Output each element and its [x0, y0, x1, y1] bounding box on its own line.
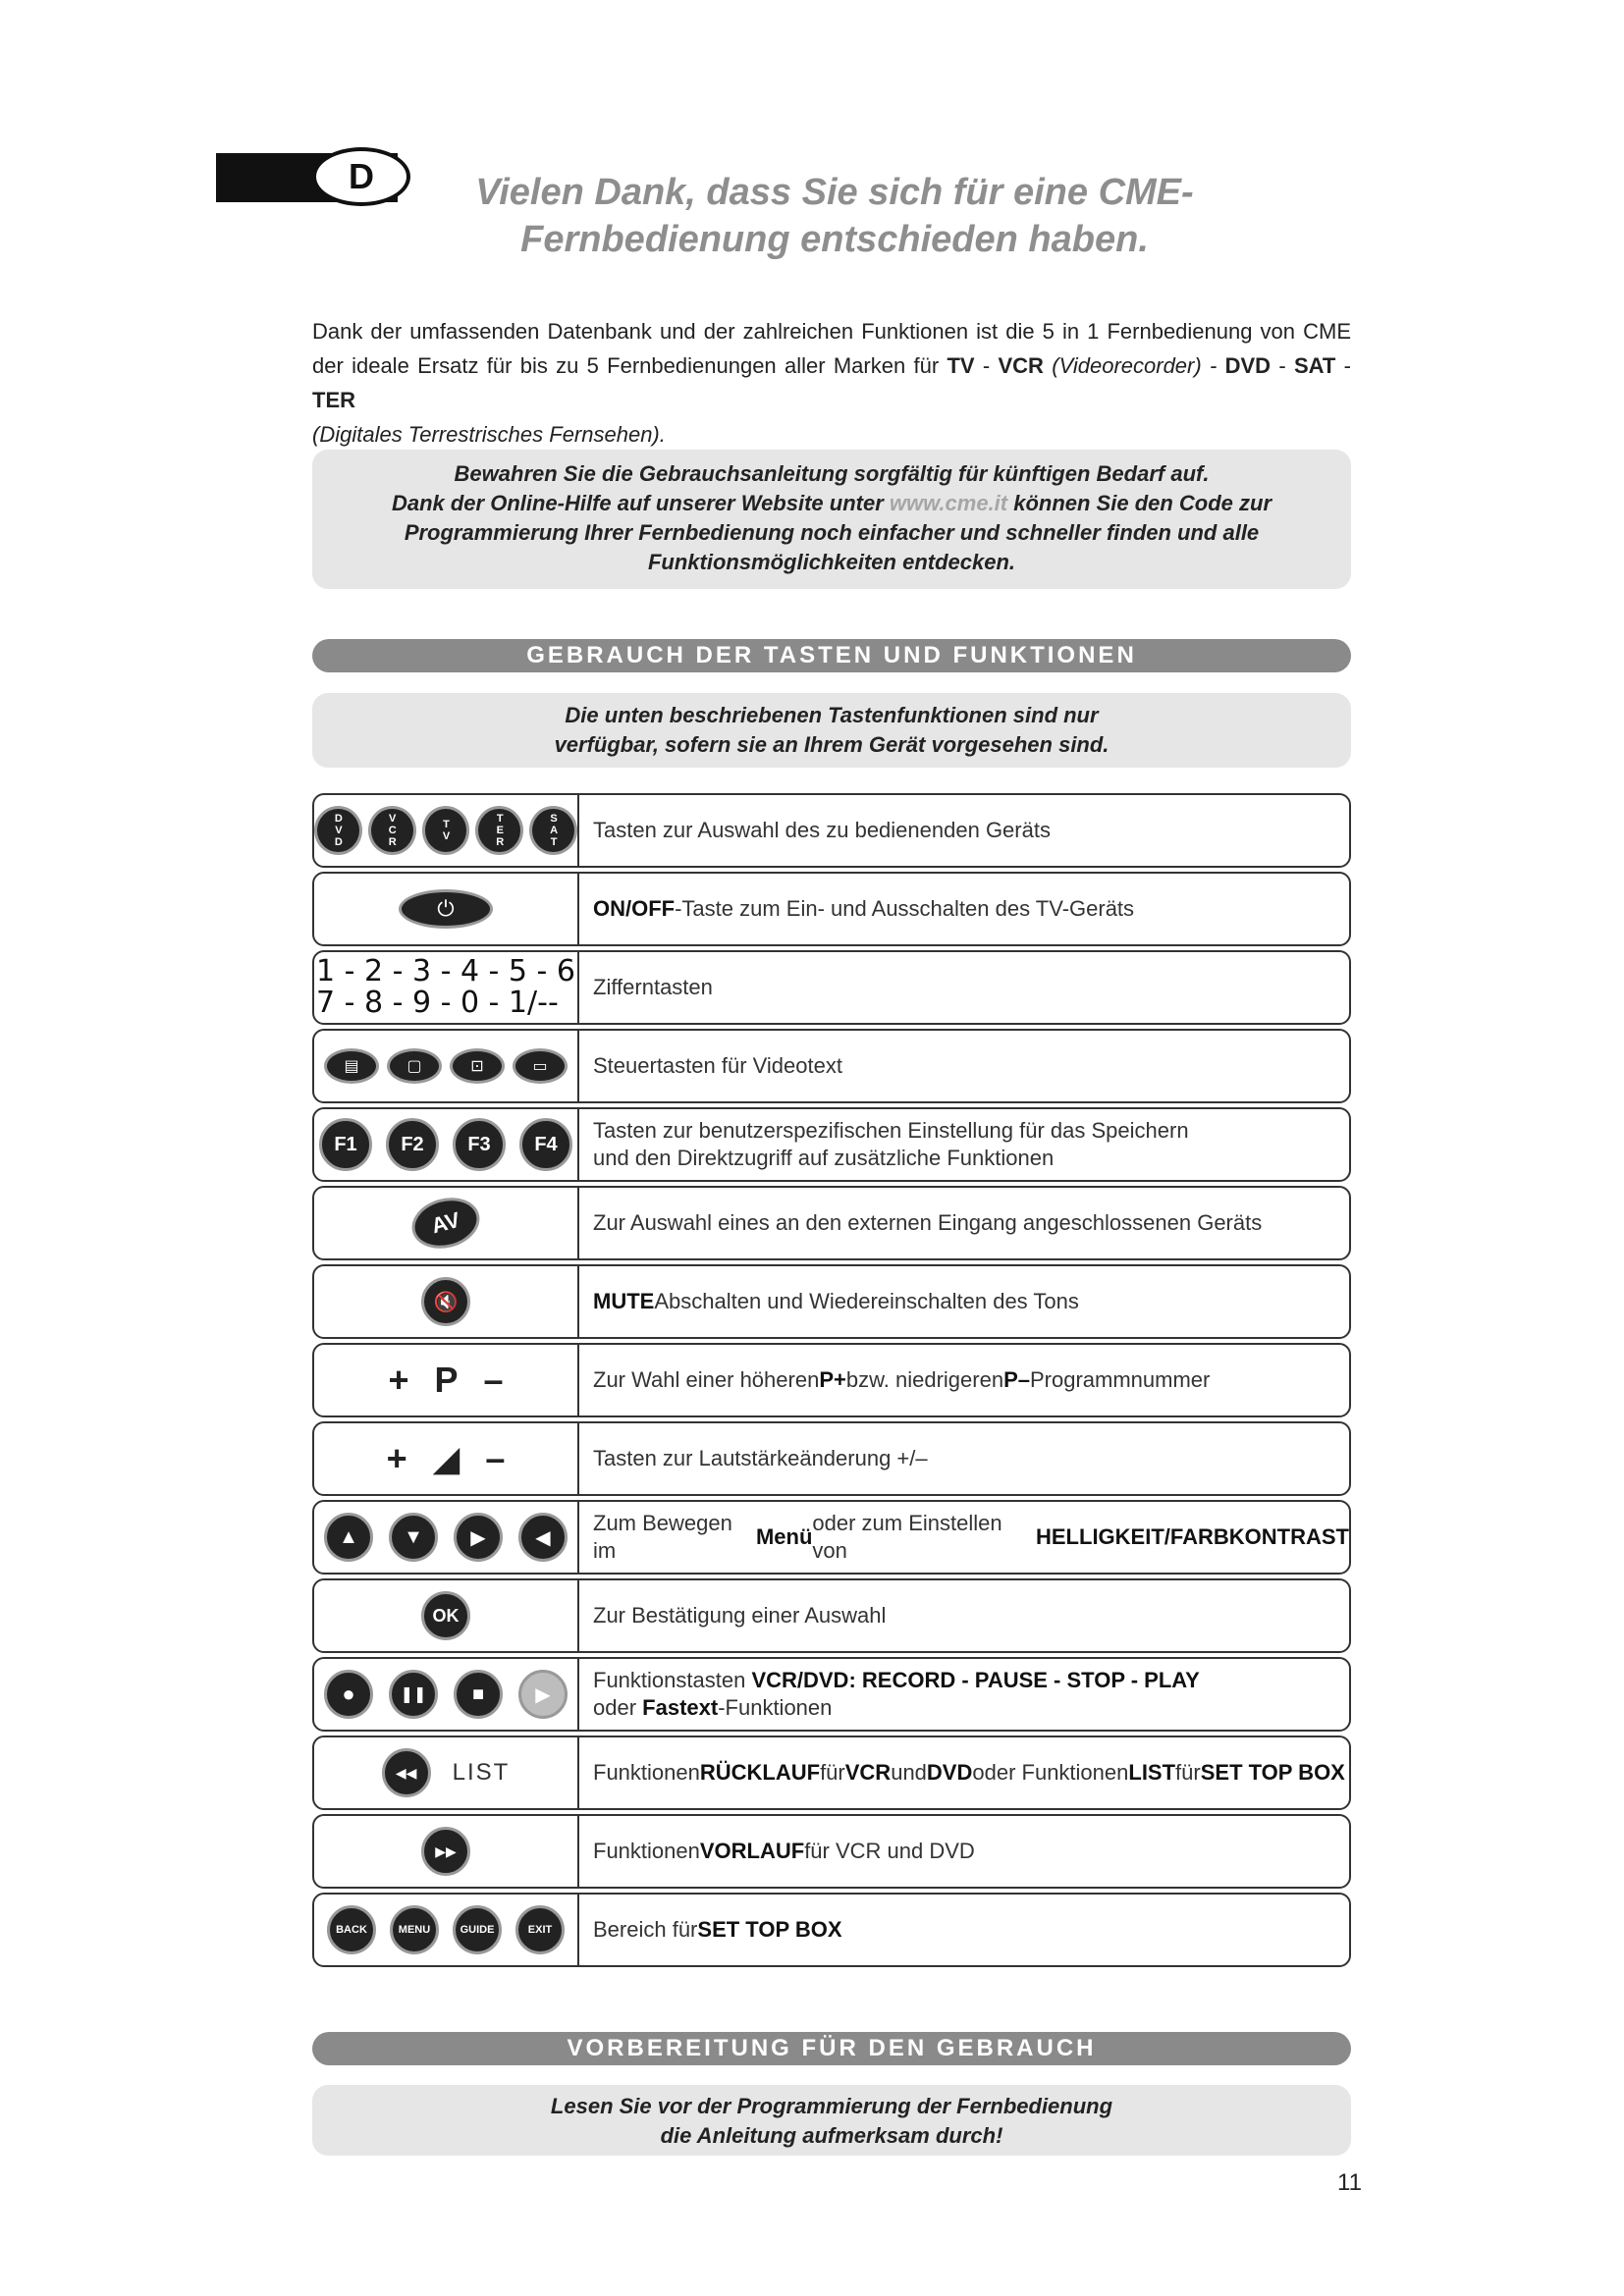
tv-button-icon: TV [422, 806, 470, 855]
row-description: Zur Auswahl eines an den externen Eingang angeschlossenen Geräts [593, 1210, 1263, 1235]
table-row [312, 872, 1351, 946]
table-row [312, 1735, 1351, 1810]
program-up-down-icon: + P – [388, 1360, 504, 1400]
page-title: Vielen Dank, dass Sie sich für eine CME- Fernbedienung entschieden haben. [475, 172, 1194, 260]
row-description: Funktionen VORLAUF für VCR und DVD [593, 1839, 975, 1863]
table-row [312, 1107, 1351, 1182]
row-description: Tasten zur Auswahl des zu bedienenden Geräts [593, 818, 1051, 842]
row-description: Bereich für SET TOP BOX [593, 1917, 842, 1942]
table-row [312, 1343, 1351, 1417]
language-badge: D [312, 147, 410, 206]
teletext-subtitle-icon: ▭ [513, 1048, 568, 1084]
ter-button-icon: TER [475, 806, 523, 855]
info-note-manual: Bewahren Sie die Gebrauchsanleitung sorgfältig für künftigen Bedarf auf. Dank der Online-Hilfe auf unserer Website unter www.cme.it können Sie den Code zur Programmierung Ihrer Fernbedienung noch einfacher und schneller finden und alle Funktionsmöglichkeiten entdecken. [312, 450, 1351, 589]
table-row [312, 1421, 1351, 1496]
dvd-button-icon: DVD [314, 806, 362, 855]
pause-icon: ❚❚ [389, 1670, 438, 1719]
table-row [312, 1264, 1351, 1339]
table-row [312, 950, 1351, 1025]
arrow-down-icon: ▼ [389, 1513, 438, 1562]
table-row [312, 1578, 1351, 1653]
vcr-button-icon: VCR [368, 806, 416, 855]
mute-icon: 🔇 [421, 1277, 470, 1326]
row-description: Funktionstasten VCR/DVD: RECORD - PAUSE - STOP - PLAY oder Fastext-Funktionen [593, 1668, 1200, 1720]
rewind-icon: ◀◀ [382, 1748, 431, 1797]
table-row [312, 793, 1351, 868]
teletext-mix-icon: ▢ [387, 1048, 442, 1084]
record-icon: ● [324, 1670, 373, 1719]
row-description: Tasten zur Lautstärkeänderung +/– [593, 1446, 928, 1470]
f4-icon: F4 [519, 1118, 572, 1171]
teletext-hold-icon: ⊡ [450, 1048, 505, 1084]
play-icon: ▶ [518, 1670, 568, 1719]
list-label: LIST [452, 1759, 511, 1786]
av-icon: AV [406, 1191, 486, 1255]
table-row [312, 1657, 1351, 1732]
info-note-availability: Die unten beschriebenen Tastenfunktionen sind nur verfügbar, sofern sie an Ihrem Gerät vorgesehen sind. [312, 693, 1351, 768]
row-description: Steuertasten für Videotext [593, 1053, 842, 1078]
f2-icon: F2 [386, 1118, 439, 1171]
info-note-read-manual: Lesen Sie vor der Programmierung der Fernbedienung die Anleitung aufmerksam durch! [312, 2085, 1351, 2156]
exit-icon: EXIT [515, 1905, 565, 1954]
row-description: Zum Bewegen im Menü oder zum Einstellen von HELLIGKEIT/FARBKONTRAST [593, 1511, 1349, 1563]
arrow-right-icon: ▶ [454, 1513, 503, 1562]
sat-button-icon: SAT [529, 806, 577, 855]
row-description: ON/OFF -Taste zum Ein- und Ausschalten des TV-Geräts [593, 896, 1135, 921]
table-row [312, 1186, 1351, 1260]
website-link[interactable]: www.cme.it [889, 491, 1008, 515]
row-description: Zur Bestätigung einer Auswahl [593, 1603, 887, 1628]
f3-icon: F3 [453, 1118, 506, 1171]
ok-icon: OK [421, 1591, 470, 1640]
back-icon: BACK [327, 1905, 376, 1954]
table-row [312, 1893, 1351, 1967]
guide-icon: GUIDE [453, 1905, 502, 1954]
fast-forward-icon: ▶▶ [421, 1827, 470, 1876]
arrow-left-icon: ◀ [518, 1513, 568, 1562]
row-description: MUTE Abschalten und Wiedereinschalten des Tons [593, 1289, 1079, 1313]
intro-paragraph: Dank der umfassenden Datenbank und der zahlreichen Funktionen ist die 5 in 1 Fernbedienung von CME der ideale Ersatz für bis zu 5 Fernbedienungen aller Marken für TV - VCR (Videorecorder) - DVD - SAT - TER (Digitales Terrestrisches Fernsehen). [312, 319, 1351, 447]
section-header-keys: GEBRAUCH DER TASTEN UND FUNKTIONEN [312, 639, 1351, 672]
page-number: 11 [1337, 2169, 1362, 2196]
power-icon: ⏻ [399, 889, 493, 929]
table-row [312, 1814, 1351, 1889]
row-description: Tasten zur benutzerspezifischen Einstellung für das Speichern und den Direktzugriff auf zusätzliche Funktionen [593, 1118, 1189, 1170]
digit-keys: 1 - 2 - 3 - 4 - 5 - 6 7 - 8 - 9 - 0 - 1/-- [315, 954, 575, 1020]
row-description: Zur Wahl einer höheren P+ bzw. niedrigeren P– Programmnummer [593, 1367, 1211, 1392]
stop-icon: ■ [454, 1670, 503, 1719]
row-description: Zifferntasten [593, 975, 713, 999]
table-row [312, 1029, 1351, 1103]
section-header-preparation: VORBEREITUNG FÜR DEN GEBRAUCH [312, 2032, 1351, 2065]
volume-up-down-icon: + ◢ – [386, 1438, 506, 1478]
row-description: Funktionen RÜCKLAUF für VCR und DVD oder Funktionen LIST für SET TOP BOX [593, 1760, 1345, 1785]
table-row [312, 1500, 1351, 1575]
arrow-up-icon: ▲ [324, 1513, 373, 1562]
menu-icon: MENU [390, 1905, 439, 1954]
key-function-table [312, 793, 1351, 1971]
teletext-icon: ▤ [324, 1048, 379, 1084]
volume-icon: ◢ [432, 1438, 460, 1478]
f1-icon: F1 [319, 1118, 372, 1171]
